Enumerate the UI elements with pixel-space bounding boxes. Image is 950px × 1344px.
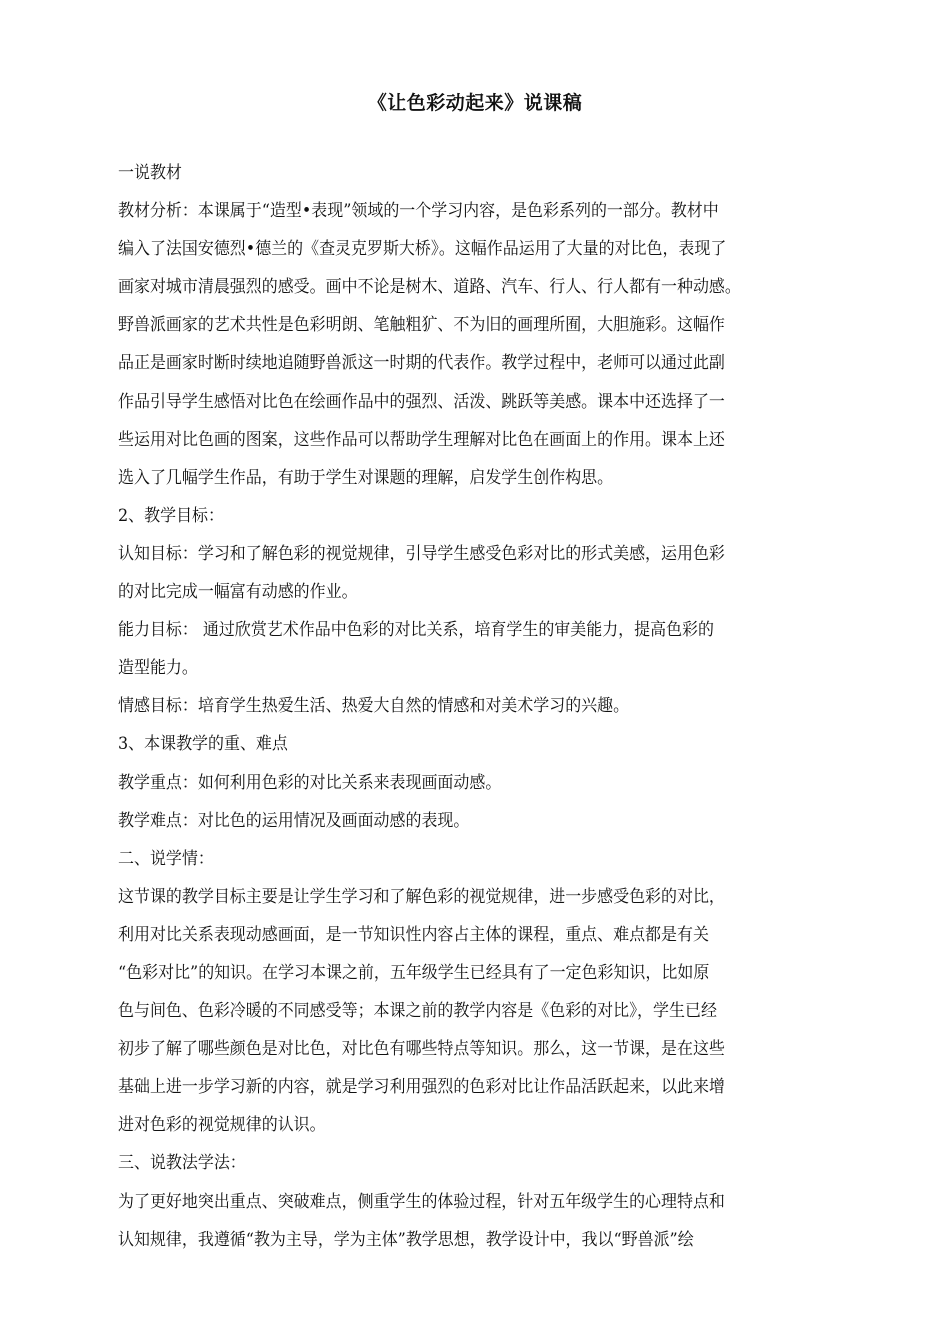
text-line: 基础上进一步学习新的内容，就是学习利用强烈的色彩对比让作品活跃起来，以此来增 xyxy=(118,1077,725,1098)
text-line: 选入了几幅学生作品，有助于学生对课题的理解，启发学生创作构思。 xyxy=(118,467,614,488)
text-line: 些运用对比色画的图案，这些作品可以帮助学生理解对比色在画面上的作用。课本上还 xyxy=(118,429,725,450)
text-line: 造型能力。 xyxy=(118,658,198,679)
document-title: 《让色彩动起来》说课稿 xyxy=(367,92,583,114)
text-line: “色彩对比”的知识。在学习本课之前，五年级学生已经具有了一定色彩知识，比如原 xyxy=(118,962,710,983)
text-line: 的对比完成一幅富有动感的作业。 xyxy=(118,582,358,603)
text-line: 这节课的教学目标主要是让学生学习和了解色彩的视觉规律，进一步感受色彩的对比， xyxy=(118,886,725,907)
text-line: 教学重点：如何利用色彩的对比关系来表现画面动感。 xyxy=(118,772,502,793)
text-line: 色与间色、色彩冷暖的不同感受等；本课之前的教学内容是《色彩的对比》，学生已经 xyxy=(118,1001,717,1022)
text-line: 进对色彩的视觉规律的认识。 xyxy=(118,1115,326,1136)
text-line: 编入了法国安德烈•德兰的《查灵克罗斯大桥》。这幅作品运用了大量的对比色，表现了 xyxy=(118,239,727,260)
text-line: 为了更好地突出重点、突破难点，侧重学生的体验过程，针对五年级学生的心理特点和 xyxy=(118,1191,725,1212)
text-line: 一说教材 xyxy=(118,163,182,183)
text-line: 三、说教法学法： xyxy=(118,1153,246,1174)
text-line: 认知规律，我遵循“教为主导，学为主体”教学思想，教学设计中，我以“野兽派”绘 xyxy=(118,1229,694,1250)
text-line: 教学难点：对比色的运用情况及画面动感的表现。 xyxy=(118,810,470,831)
text-line: 作品引导学生感悟对比色在绘画作品中的强烈、活泼、跳跃等美感。课本中还选择了一 xyxy=(118,391,725,412)
text-line: 画家对城市清晨强烈的感受。画中不论是树木、道路、汽车、行人、行人都有一种动感。 xyxy=(118,277,741,298)
text-line: 能力目标： 通过欣赏艺术作品中色彩的对比关系，培育学生的审美能力，提高色彩的 xyxy=(118,620,715,641)
text-line: 初步了解了哪些颜色是对比色，对比色有哪些特点等知识。那么，这一节课，是在这些 xyxy=(118,1039,725,1060)
text-line: 品正是画家时断时续地追随野兽派这一时期的代表作。教学过程中，老师可以通过此副 xyxy=(118,353,725,374)
document-body xyxy=(118,154,878,1259)
text-line: 二、说学情： xyxy=(118,848,214,869)
text-line: 2、教学目标： xyxy=(118,505,224,526)
text-line: 教材分析：本课属于“造型•表现”领域的一个学习内容，是色彩系列的一部分。教材中 xyxy=(118,201,719,222)
text-line: 3、本课教学的重、难点 xyxy=(118,734,288,755)
text-line: 利用对比关系表现动感画面，是一节知识性内容占主体的课程，重点、难点都是有关 xyxy=(118,924,709,945)
text-line: 情感目标：培育学生热爱生活、热爱大自然的情感和对美术学习的兴趣。 xyxy=(118,696,630,717)
text-line: 认知目标：学习和了解色彩的视觉规律，引导学生感受色彩对比的形式美感，运用色彩 xyxy=(118,543,725,564)
text-line: 野兽派画家的艺术共性是色彩明朗、笔触粗犷、不为旧的画理所囿，大胆施彩。这幅作 xyxy=(118,315,725,336)
